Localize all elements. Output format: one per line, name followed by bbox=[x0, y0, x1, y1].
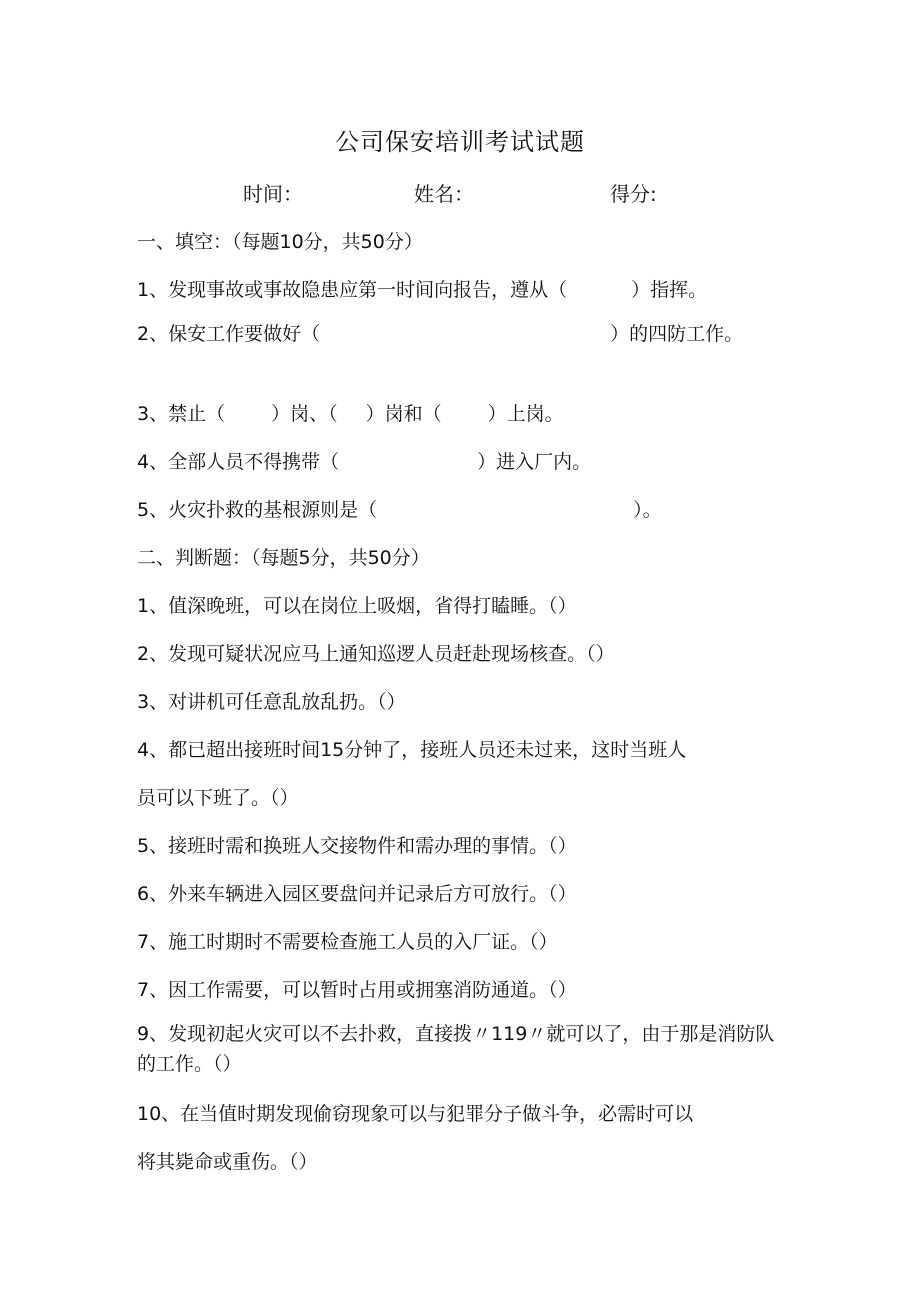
fill-question-5 bbox=[137, 495, 662, 522]
fill-question-2 bbox=[137, 319, 777, 349]
tf-question-4-line1: 4、都已超出接班时间15分钟了，接班人员还未过来，这时当班人 bbox=[137, 739, 687, 761]
tf-question-2: 2、发现可疑状况应马上通知巡逻人员赶赴现场核查。（） bbox=[137, 643, 615, 665]
question-text: ）上岗。 bbox=[487, 403, 564, 425]
question-text: ）的四防工作。 bbox=[610, 323, 744, 345]
score-label: 得分: bbox=[610, 182, 657, 206]
tf-question-6: 6、外来车辆进入园区要盘问并记录后方可放行。（） bbox=[137, 883, 577, 905]
fill-question-4 bbox=[137, 447, 591, 474]
question-text: ）进入厂内。 bbox=[477, 451, 592, 473]
question-text: 1、发现事故或事故隐患应第一时间向报告，遵从（ bbox=[137, 279, 568, 301]
section-heading-fill-in: 一、填空：（每题10分，共50分） bbox=[137, 231, 423, 253]
tf-question-5: 5、接班时需和换班人交接物件和需办理的事情。（） bbox=[137, 835, 577, 857]
tf-question-3: 3、对讲机可任意乱放乱扔。（） bbox=[137, 691, 406, 713]
tf-question-10-line1: 10、在当值时期发现偷窃现象可以与犯罪分子做斗争，必需时可以 bbox=[137, 1103, 694, 1125]
name-label: 姓名： bbox=[414, 182, 474, 206]
question-text: 5、火灾扑救的基根源则是（ bbox=[137, 499, 378, 521]
question-text: ）岗和（ bbox=[365, 403, 442, 425]
tf-question-9: 9、发现初起火灾可以不去扑救，直接拨〃119〃就可以了，由于那是消防队的工作。（） bbox=[137, 1023, 775, 1075]
question-text: 2、保安工作要做好（ bbox=[137, 323, 321, 345]
time-label: 时间： bbox=[243, 182, 303, 206]
fill-question-3 bbox=[137, 399, 564, 426]
question-text: 3、禁止（ bbox=[137, 403, 226, 425]
tf-question-7: 7、施工时期时不需要检查施工人员的入厂证。（） bbox=[137, 931, 558, 953]
question-text: ）岗、（ bbox=[271, 403, 338, 425]
section-heading-true-false: 二、判断题：（每题5分，共50分） bbox=[137, 547, 430, 569]
fill-question-1 bbox=[137, 275, 707, 302]
question-text: ）。 bbox=[633, 499, 662, 521]
tf-question-4-line2: 员可以下班了。（） bbox=[137, 787, 299, 809]
page-title: 公司保安培训考试试题 bbox=[335, 128, 585, 156]
tf-question-1: 1、值深晚班，可以在岗位上吸烟，省得打瞌睡。（） bbox=[137, 595, 577, 617]
question-text: 4、全部人员不得携带（ bbox=[137, 451, 340, 473]
tf-question-8: 7、因工作需要，可以暂时占用或拥塞消防通道。（） bbox=[137, 979, 577, 1001]
tf-question-10-line2: 将其毙命或重伤。（） bbox=[137, 1151, 318, 1173]
question-text: ）指挥。 bbox=[631, 279, 708, 301]
